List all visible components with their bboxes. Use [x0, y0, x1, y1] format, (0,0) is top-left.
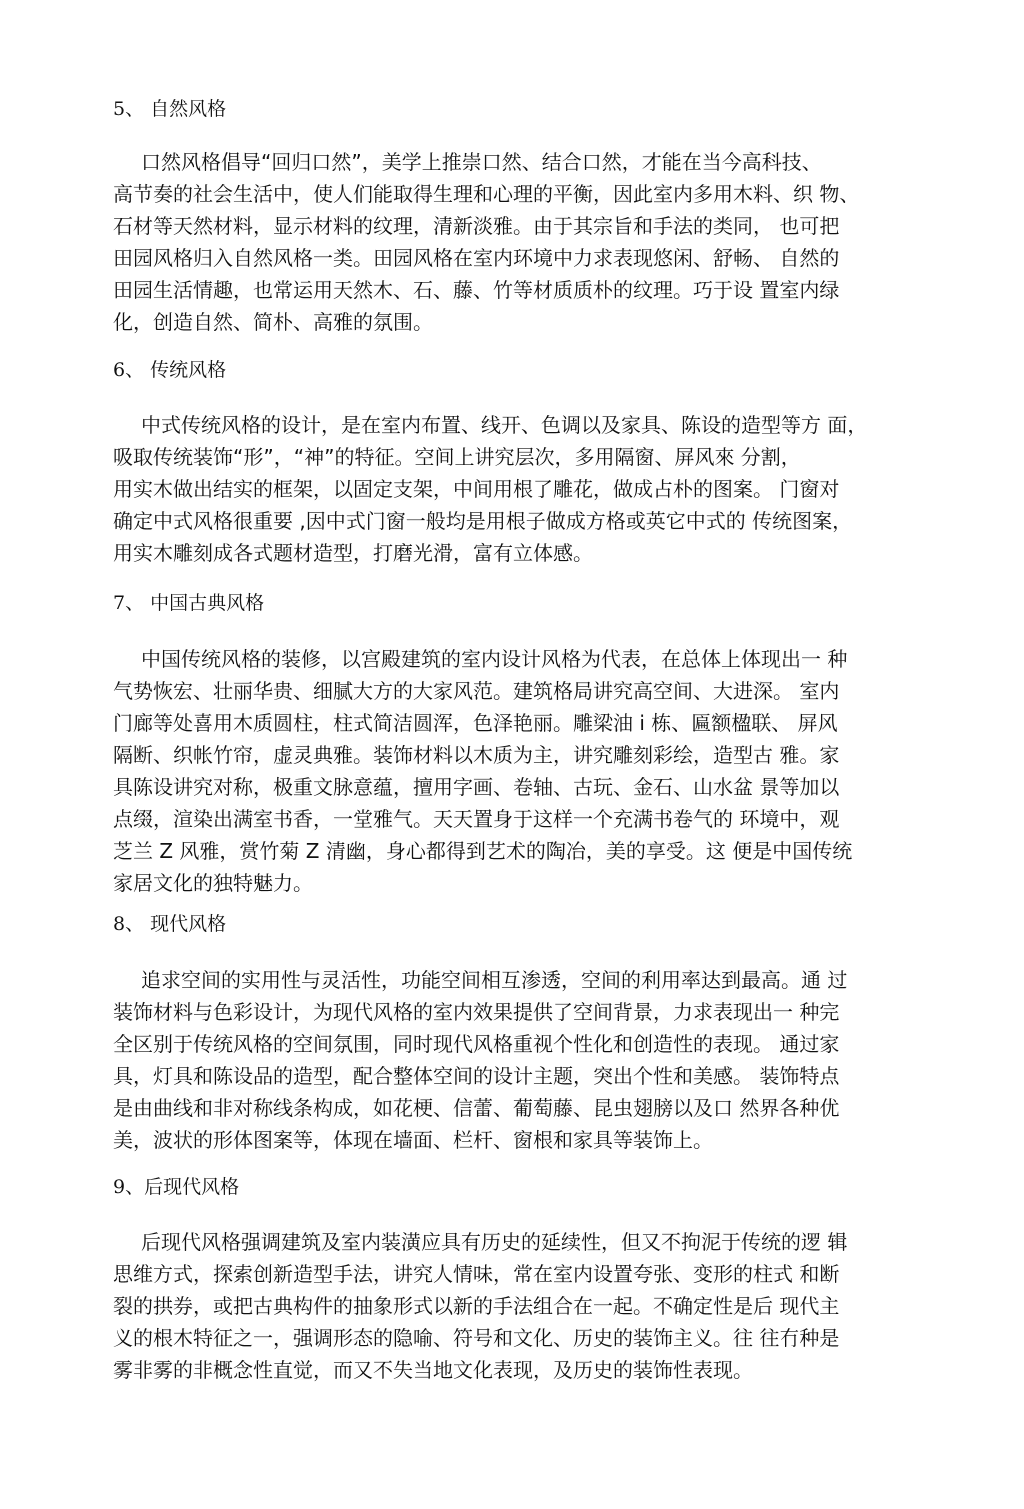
section-heading-modern-style: 8、 现代风格	[113, 913, 227, 935]
paragraph-line: 美，波状的形体图案等，体现在墙面、栏杆、窗根和家具等装饰上。	[113, 1128, 713, 1152]
paragraph-line: 田园生活情趣，也常运用天然木、石、藤、竹等材质质朴的纹理。巧于设 置室内绿	[113, 278, 840, 302]
section-paragraph-postmodern-style	[113, 1226, 913, 1386]
paragraph-line: 点缀，渲染出满室书香，一堂雅气。天天置身于这样一个充满书卷气的 环境中，观	[113, 807, 840, 831]
paragraph-line: 家居文化的独特魅力。	[113, 871, 313, 895]
paragraph-line: 是由曲线和非对称线条构成，如花梗、信蕾、葡萄藤、昆虫翅膀以及口 然界各种优	[113, 1096, 840, 1120]
section-paragraph-modern-style	[113, 964, 913, 1156]
paragraph-line: 高节奏的社会生活中，使人们能取得生理和心理的平衡，因此室内多用木料、织 物、	[113, 182, 860, 206]
paragraph-line: 裂的拱券，或把古典构件的抽象形式以新的手法组合在一起。不确定性是后 现代主	[113, 1294, 840, 1318]
section-paragraph-natural-style	[113, 146, 913, 338]
paragraph-line: 追求空间的实用性与灵活性，功能空间相互渗透，空间的利用率达到最高。通 过	[141, 968, 848, 992]
paragraph-line: 全区别于传统风格的空间氛围，同时现代风格重视个性化和创造性的表现。 通过家	[113, 1032, 840, 1056]
paragraph-line: 隔断、织帐竹帘，虚灵典雅。装饰材料以木质为主，讲究雕刻彩绘，造型古 雅。家	[113, 743, 840, 767]
section-paragraph-chinese-classical-style	[113, 643, 913, 899]
paragraph-line: 具，灯具和陈设品的造型，配合整体空间的设计主题，突出个性和美感。 装饰特点	[113, 1064, 840, 1088]
paragraph-line: 中国传统风格的装修，以宫殿建筑的室内设计风格为代表，在总体上体现出一 种	[141, 647, 848, 671]
paragraph-line: 门廊等处喜用木质圆柱，柱式简洁圆浑，色泽艳丽。雕梁油 i 栋、匾额楹联、 屏风	[113, 711, 838, 735]
paragraph-line: 后现代风格强调建筑及室内装潢应具有历史的延续性，但又不拘泥于传统的逻 辑	[141, 1230, 848, 1254]
paragraph-line: 用实木做出结实的框架，以固定支架，中间用根了雕花，做成占朴的图案。 门窗对	[113, 477, 840, 501]
paragraph-line: 化，创造自然、简朴、高雅的氛围。	[113, 310, 433, 334]
paragraph-line: 思维方式，探索创新造型手法，讲究人情味，常在室内设置夸张、变形的柱式 和断	[113, 1262, 840, 1286]
paragraph-line: 口然风格倡导“回归口然”，美学上推崇口然、结合口然，才能在当今高科技、	[141, 150, 822, 174]
paragraph-line: 义的根木特征之一，强调形态的隐喻、符号和文化、历史的装饰主义。往 往冇种是	[113, 1326, 840, 1350]
section-paragraph-traditional-style	[113, 409, 913, 569]
paragraph-line: 装饰材料与色彩设计，为现代风格的室内效果提供了空间背景，力求表现出一 种完	[113, 1000, 840, 1024]
section-heading-chinese-classical-style: 7、 中国古典风格	[113, 592, 265, 614]
paragraph-line: 田园风格归入自然风格一类。田园风格在室内环境中力求表现悠闲、舒畅、 自然的	[113, 246, 840, 270]
section-heading-natural-style: 5、 自然风格	[113, 98, 227, 120]
paragraph-line: 吸取传统装饰“形”，“神”的特征。空间上讲究层次，多用隔窗、屏风來 分割，	[113, 445, 801, 469]
paragraph-line: 具陈设讲究对称，极重文脉意蕴，擅用字画、卷轴、古玩、金石、山水盆 景等加以	[113, 775, 840, 799]
paragraph-line: 中式传统风格的设计，是在室内布置、线开、色调以及家具、陈设的造型等方 面，	[141, 413, 868, 437]
paragraph-line: 石材等天然材料，显示材料的纹理，清新淡雅。由于其宗旨和手法的类同， 也可把	[113, 214, 840, 238]
section-heading-traditional-style: 6、 传统风格	[113, 359, 227, 381]
paragraph-line: 气势恢宏、壮丽华贵、细腻大方的大家风范。建筑格局讲究高空间、大进深。 室内	[113, 679, 840, 703]
paragraph-line: 确定中式风格很重要 ,因中式门窗一般均是用根子做成方格或英它中式的 传统图案，	[113, 509, 853, 533]
paragraph-line: 用实木雕刻成各式题材造型，打磨光滑，富有立体感。	[113, 541, 593, 565]
paragraph-line: 雾非雾的非概念性直觉，而又不失当地文化表现，及历史的装饰性表现。	[113, 1358, 753, 1382]
section-heading-postmodern-style: 9、后现代风格	[113, 1176, 240, 1198]
paragraph-line: 芝兰 Z 风雅，赏竹菊 Z 清幽，身心都得到艺术的陶冶，美的享受。这 便是中国传统	[113, 839, 853, 863]
